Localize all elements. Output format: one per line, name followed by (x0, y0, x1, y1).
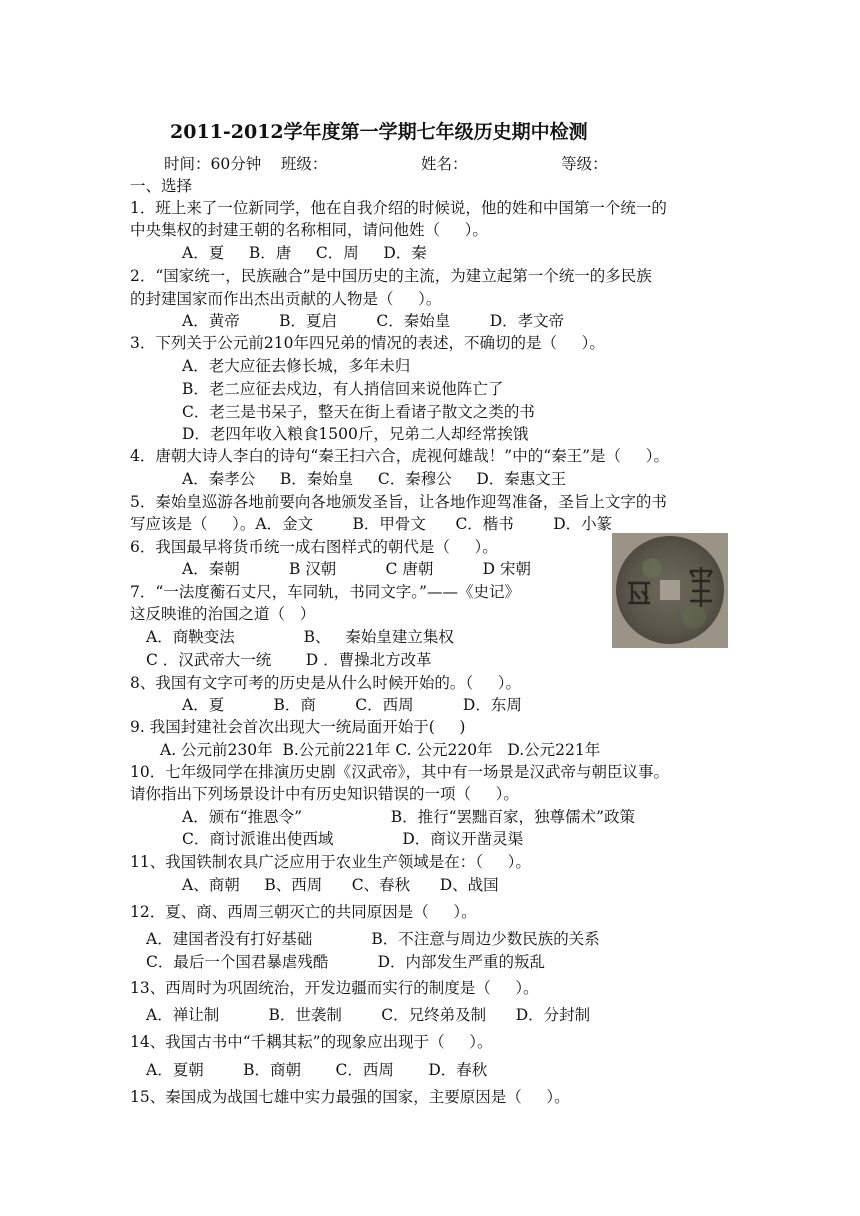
q7-text: 7．“一法度蘅石丈尺，车同轨，书同文字。”——《史记》 (130, 583, 520, 601)
q6-options: A．秦朝 B 汉朝 C 唐朝 D 宋朝 (182, 560, 531, 578)
q13-text: 13、西周时为巩固统治，开发边疆而实行的制度是（ ）。 (130, 979, 539, 997)
q12-options: A．建国者没有打好基础 B．不注意与周边少数民族的关系 (146, 930, 600, 948)
q5-text: 5．秦始皇巡游各地前要向各地颁发圣旨，让各地作迎驾准备，圣旨上文字的书 (130, 493, 667, 511)
q12-text: 12．夏、商、西周三朝灭亡的共同原因是（ ）。 (130, 903, 477, 921)
q1-text: 1．班上来了一位新同学，他在自我介绍的时候说，他的姓和中国第一个统一的 (130, 199, 667, 217)
q2-options: A．黄帝 B．夏启 C．秦始皇 D．孝文帝 (182, 312, 565, 330)
q7-options: C ．汉武帝大一统 D ．曹操北方改革 (146, 651, 432, 669)
q6-text: 6．我国最早将货币统一成右图样式的朝代是（ ）。 (130, 538, 498, 556)
q3-option: D．老四年收入粮食1500斤，兄弟二人却经常挨饿 (182, 425, 529, 443)
q11-options: A、商朝 B、西周 C、春秋 D、战国 (182, 876, 499, 894)
q1-options: A．夏 B．唐 C．周 D．秦 (182, 244, 427, 262)
q15-text: 15、秦国成为战国七雄中实力最强的国家，主要原因是（ ）。 (130, 1088, 570, 1106)
q5-text: 写应该是（ ）。A．金文 B．甲骨文 C．楷书 D．小篆 (130, 515, 613, 533)
q4-text: 4．唐朝大诗人李白的诗句“秦王扫六合，虎视何雄哉！”中的“秦王”是（ ）。 (130, 447, 669, 465)
q8-text: 8、我国有文字可考的历史是从什么时候开始的。（ ）。 (130, 674, 521, 692)
q7-options: A．商鞅变法 B、 秦始皇建立集权 (146, 628, 454, 646)
q10-options: C．商讨派谁出使西域 D．商议开凿灵渠 (182, 830, 524, 848)
q10-text: 请你指出下列场景设计中有历史知识错误的一项（ ）。 (130, 785, 519, 803)
q9-text: 9. 我国封建社会首次出现大一统局面开始于( ) (130, 718, 466, 736)
section-heading: 一、选择 (130, 177, 193, 195)
q2-text: 的封建国家而作出杰出贡献的人物是（ ）。 (130, 290, 442, 308)
q1-text: 中央集权的封建王朝的名称相同，请问他姓（ ）。 (130, 221, 488, 239)
q8-options: A．夏 B．商 C．西周 D．东周 (182, 696, 522, 714)
q7-text: 这反映谁的治国之道（ ） (130, 605, 316, 623)
q3-text: 3．下列关于公元前210年四兄弟的情况的表述，不确切的是（ ）。 (130, 334, 605, 352)
header-info: 时间：60分钟 班级： 姓名： 等级： (164, 155, 608, 173)
q3-option: A．老大应征去修长城，多年未归 (182, 357, 411, 375)
page-title: 2011-2012学年度第一学期七年级历史期中检测 (170, 121, 588, 143)
q14-text: 14、我国古书中“千耦其耘”的现象应出现于（ ）。 (130, 1033, 493, 1051)
q3-option: C．老三是书呆子，整天在街上看诸子散文之类的书 (182, 403, 535, 421)
q13-options: A．禅让制 B．世袭制 C．兄终弟及制 D．分封制 (146, 1006, 591, 1024)
q3-option: B．老二应征去戍边，有人捎信回来说他阵亡了 (182, 380, 504, 398)
q9-options: A. 公元前230年 B.公元前221年 C. 公元220年 D.公元221年 (160, 741, 601, 759)
q12-options: C．最后一个国君暴虐残酷 D．内部发生严重的叛乱 (146, 953, 546, 971)
q14-options: A．夏朝 B．商朝 C．西周 D．春秋 (146, 1061, 488, 1079)
q4-options: A．秦孝公 B．秦始皇 C．秦穆公 D．秦惠文王 (182, 470, 567, 488)
q10-options: A．颁布“推恩令” B．推行“罢黜百家，独尊儒术”政策 (182, 808, 635, 826)
q11-text: 11、我国铁制农具广泛应用于农业生产领域是在：（ ）。 (130, 853, 531, 871)
ban-liang-coin-image (612, 533, 728, 648)
q10-text: 10．七年级同学在排演历史剧《汉武帝》，其中有一场景是汉武帝与朝臣议事。 (130, 763, 669, 781)
q2-text: 2．“国家统一，民族融合”是中国历史的主流，为建立起第一个统一的多民族 (130, 267, 652, 285)
